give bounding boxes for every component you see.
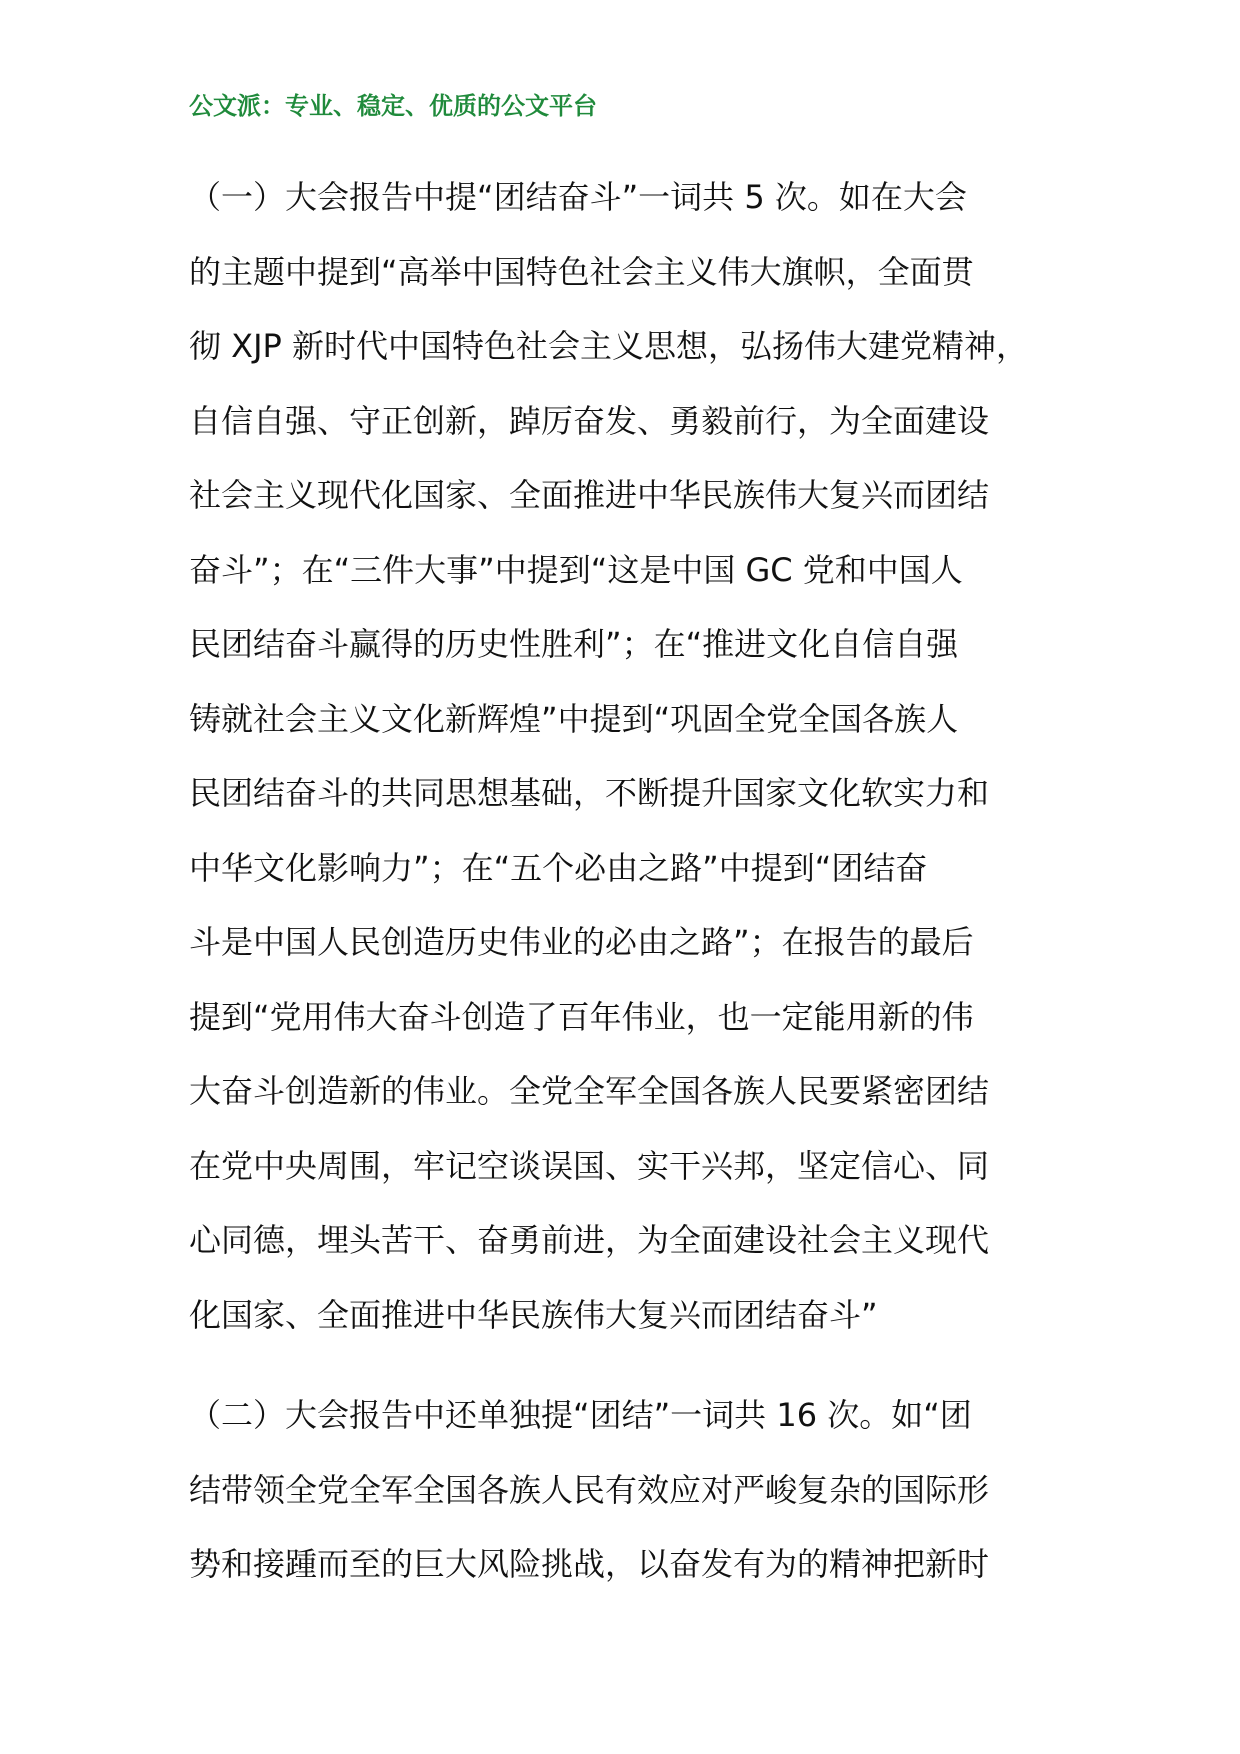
paragraph-line: 中华文化影响力”；在“五个必由之路”中提到“团结奋 xyxy=(189,848,928,887)
paragraph-line: 斗是中国人民创造历史伟业的必由之路”；在报告的最后 xyxy=(189,923,974,961)
paragraph-line: 提到“党用伟大奋斗创造了百年伟业，也一定能用新的伟 xyxy=(189,997,974,1036)
paragraph-line: 奋斗”；在“三件大事”中提到“这是中国 GC 党和中国人 xyxy=(189,550,963,589)
paragraph-line: 心同德，埋头苦干、奋勇前进，为全面建设社会主义现代 xyxy=(189,1221,990,1259)
paragraph-line: 在党中央周围，牢记空谈误国、实干兴邦，坚定信心、同 xyxy=(189,1146,990,1185)
paragraph-line: 自信自强、守正创新，踔厉奋发、勇毅前行，为全面建设 xyxy=(189,401,990,440)
paragraph-2 xyxy=(189,1378,1059,1602)
paragraph-line: （二）大会报告中还单独提“团结”一词共 16 次。如“团 xyxy=(189,1396,972,1434)
paragraph-line: 的主题中提到“高举中国特色社会主义伟大旗帜，全面贯 xyxy=(189,252,974,291)
paragraph-line: 民团结奋斗赢得的历史性胜利”；在“推进文化自信自强 xyxy=(189,625,959,663)
paragraph-line: 铸就社会主义文化新辉煌”中提到“巩固全党全国各族人 xyxy=(189,699,959,738)
paragraph-line: 大奋斗创造新的伟业。全党全军全国各族人民要紧密团结 xyxy=(189,1072,990,1110)
paragraph-line: 化国家、全面推进中华民族伟大复兴而团结奋斗” xyxy=(189,1295,878,1334)
paragraph-1 xyxy=(189,160,1059,1352)
paragraph-line: 民团结奋斗的共同思想基础，不断提升国家文化软实力和 xyxy=(189,774,990,812)
paragraph-line: 彻 XJP 新时代中国特色社会主义思想，弘扬伟大建党精神， xyxy=(189,327,1029,365)
paragraph-line: 势和接踵而至的巨大风险挑战，以奋发有为的精神把新时 xyxy=(189,1545,990,1583)
paragraph-line: 社会主义现代化国家、全面推进中华民族伟大复兴而团结 xyxy=(189,476,990,514)
paragraph-line: （一）大会报告中提“团结奋斗”一词共 5 次。如在大会 xyxy=(189,178,967,216)
paragraph-line: 结带领全党全军全国各族人民有效应对严峻复杂的国际形 xyxy=(189,1470,990,1509)
header-title: 公文派：专业、稳定、优质的公文平台 xyxy=(189,92,597,120)
